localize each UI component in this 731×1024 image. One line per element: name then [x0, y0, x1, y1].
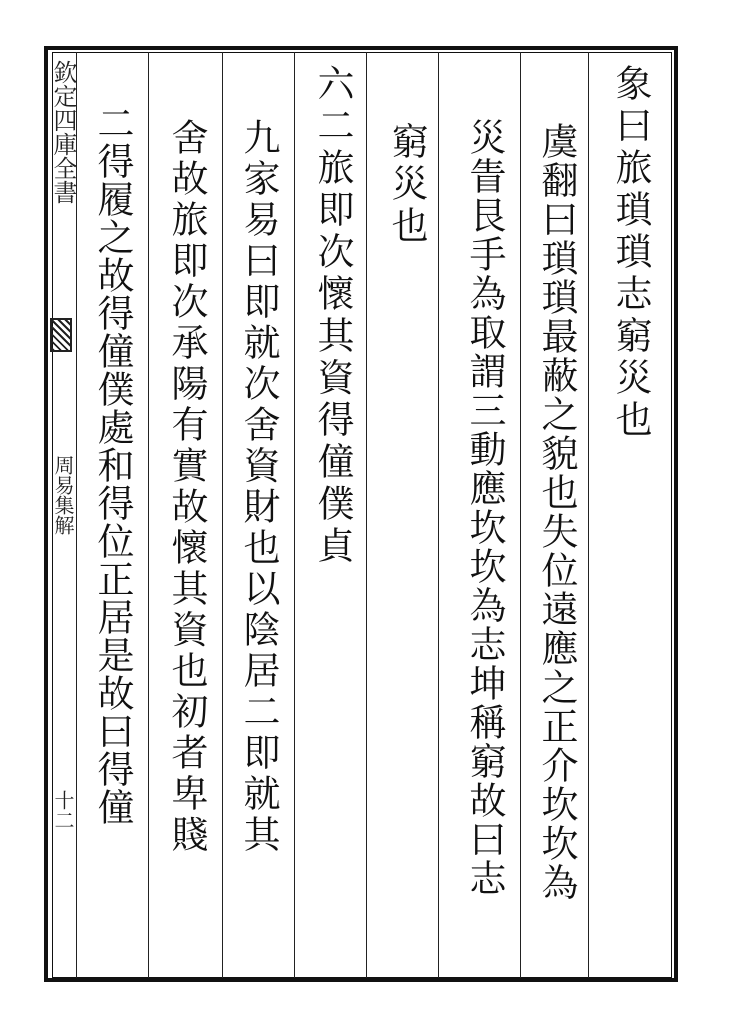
text-column-3: 災眚艮手為取謂三動應坎坎為志坤稱窮故曰志: [463, 118, 506, 898]
column-rule: [588, 52, 589, 978]
fish-tail-mark: [50, 318, 72, 352]
page-inner-border: [49, 52, 672, 978]
text-column-4: 窮災也: [385, 122, 428, 248]
work-title: 周易集解: [51, 455, 75, 535]
text-column-1: 象曰旅瑣瑣志窮災也: [609, 64, 652, 442]
text-column-8: 二得履之故得僮僕處和得位正居是故曰得僮: [91, 104, 134, 826]
column-rule: [222, 52, 223, 978]
column-rule: [148, 52, 149, 978]
column-rule: [294, 52, 295, 978]
page-number: 十二: [51, 790, 75, 830]
text-column-2: 虞翻曰瑣瑣最蔽之貌也失位遠應之正介坎坎為: [535, 122, 578, 902]
text-column-5: 六二旅即次懷其資得僮僕貞: [311, 64, 354, 568]
column-rule: [438, 52, 439, 978]
column-rule: [366, 52, 367, 978]
book-title: 欽定四庫全書: [49, 60, 77, 204]
text-column-7: 舍故旅即次承陽有實故懷其資也初者卑賤: [165, 118, 208, 856]
text-column-6: 九家易曰即就次舍資財也以陰居二即就其: [237, 118, 280, 856]
column-rule: [520, 52, 521, 978]
